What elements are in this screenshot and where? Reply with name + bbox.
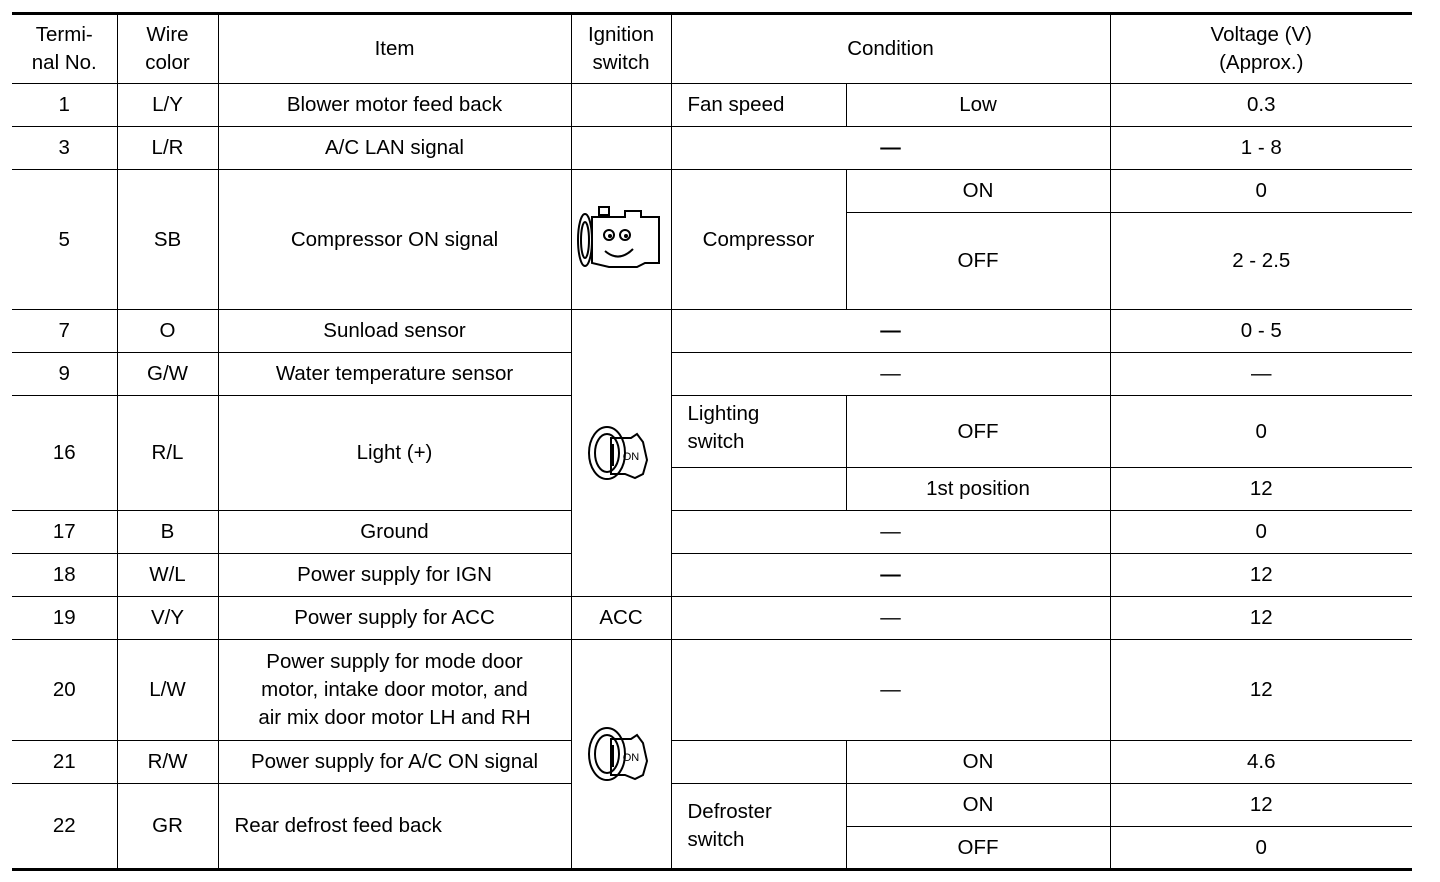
condition-label: Fan speed (671, 84, 846, 127)
header-item: Item (218, 14, 571, 84)
condition: — (671, 554, 1110, 597)
voltage: 0 (1110, 511, 1412, 554)
terminal-no: 9 (12, 353, 117, 396)
table-row (12, 396, 1412, 468)
ignition-switch-cell (571, 127, 671, 170)
header-wire-color: Wire color (117, 14, 218, 84)
condition-label (671, 741, 846, 784)
table-row (12, 640, 1412, 741)
terminal-no: 16 (12, 396, 117, 511)
table-row (12, 784, 1412, 827)
terminal-no: 5 (12, 170, 117, 310)
table-row (12, 310, 1412, 353)
ignition-key-on-icon (585, 420, 657, 486)
voltage: 12 (1110, 640, 1412, 741)
terminal-no: 7 (12, 310, 117, 353)
item: Power supply for ACC (218, 597, 571, 640)
terminal-voltage-table (12, 12, 1412, 871)
terminal-no: 3 (12, 127, 117, 170)
voltage: 0 - 5 (1110, 310, 1412, 353)
terminal-no: 19 (12, 597, 117, 640)
terminal-no: 17 (12, 511, 117, 554)
svg-text:ON: ON (622, 451, 640, 463)
terminal-no: 22 (12, 784, 117, 870)
wire-color: O (117, 310, 218, 353)
terminal-no: 1 (12, 84, 117, 127)
wire-color: B (117, 511, 218, 554)
condition-value: 1st position (846, 468, 1110, 511)
voltage: — (1110, 353, 1412, 396)
condition-value: OFF (846, 827, 1110, 870)
wire-color: W/L (117, 554, 218, 597)
wire-color: R/L (117, 396, 218, 511)
voltage: 12 (1110, 597, 1412, 640)
item: Power supply for mode door motor, intake door motor, and air mix door motor LH and RH (218, 640, 571, 741)
engine-running-icon (575, 205, 667, 275)
condition: — (671, 353, 1110, 396)
condition-label: Lighting switch (671, 396, 846, 468)
wire-color: L/W (117, 640, 218, 741)
item: Power supply for A/C ON signal (218, 741, 571, 784)
voltage: 2 - 2.5 (1110, 213, 1412, 310)
voltage: 0.3 (1110, 84, 1412, 127)
table-row (12, 554, 1412, 597)
table-row (12, 597, 1412, 640)
ignition-switch-cell (571, 170, 671, 310)
header-ignition-switch: Ignition switch (571, 14, 671, 84)
condition-value: Low (846, 84, 1110, 127)
wire-color: L/Y (117, 84, 218, 127)
item: Compressor ON signal (218, 170, 571, 310)
wire-color: GR (117, 784, 218, 870)
terminal-no: 21 (12, 741, 117, 784)
ignition-switch-cell (571, 640, 671, 870)
condition: — (671, 640, 1110, 741)
header-terminal: Termi- nal No. (12, 14, 117, 84)
item: A/C LAN signal (218, 127, 571, 170)
ignition-switch-cell (571, 84, 671, 127)
voltage: 12 (1110, 554, 1412, 597)
table-row (12, 511, 1412, 554)
voltage: 12 (1110, 784, 1412, 827)
item: Blower motor feed back (218, 84, 571, 127)
item: Water temperature sensor (218, 353, 571, 396)
item: Power supply for IGN (218, 554, 571, 597)
voltage: 0 (1110, 396, 1412, 468)
condition: — (671, 127, 1110, 170)
ignition-switch-cell (571, 310, 671, 597)
item: Rear defrost feed back (218, 784, 571, 870)
table-row (12, 741, 1412, 784)
condition: — (671, 511, 1110, 554)
wire-color: V/Y (117, 597, 218, 640)
wire-color: L/R (117, 127, 218, 170)
condition-value: ON (846, 784, 1110, 827)
condition-value: ON (846, 741, 1110, 784)
item: Sunload sensor (218, 310, 571, 353)
wire-color: SB (117, 170, 218, 310)
condition-value: OFF (846, 396, 1110, 468)
voltage: 1 - 8 (1110, 127, 1412, 170)
condition-value: ON (846, 170, 1110, 213)
condition-label: Defroster switch (671, 784, 846, 870)
voltage: 12 (1110, 468, 1412, 511)
svg-text:ON: ON (622, 752, 640, 764)
voltage: 0 (1110, 170, 1412, 213)
table-row (12, 127, 1412, 170)
condition-label (671, 468, 846, 511)
item: Light (+) (218, 396, 571, 511)
voltage: 0 (1110, 827, 1412, 870)
item: Ground (218, 511, 571, 554)
ignition-key-on-icon (585, 721, 657, 787)
header-row (12, 14, 1412, 84)
condition: — (671, 310, 1110, 353)
wire-color: R/W (117, 741, 218, 784)
header-condition: Condition (671, 14, 1110, 84)
condition-label: Compressor (671, 170, 846, 310)
table-row (12, 84, 1412, 127)
condition-value: OFF (846, 213, 1110, 310)
voltage: 4.6 (1110, 741, 1412, 784)
terminal-no: 18 (12, 554, 117, 597)
condition: — (671, 597, 1110, 640)
header-voltage: Voltage (V) (Approx.) (1110, 14, 1412, 84)
table-row (12, 353, 1412, 396)
terminal-no: 20 (12, 640, 117, 741)
table-row (12, 170, 1412, 213)
ignition-switch-cell: ACC (571, 597, 671, 640)
wire-color: G/W (117, 353, 218, 396)
